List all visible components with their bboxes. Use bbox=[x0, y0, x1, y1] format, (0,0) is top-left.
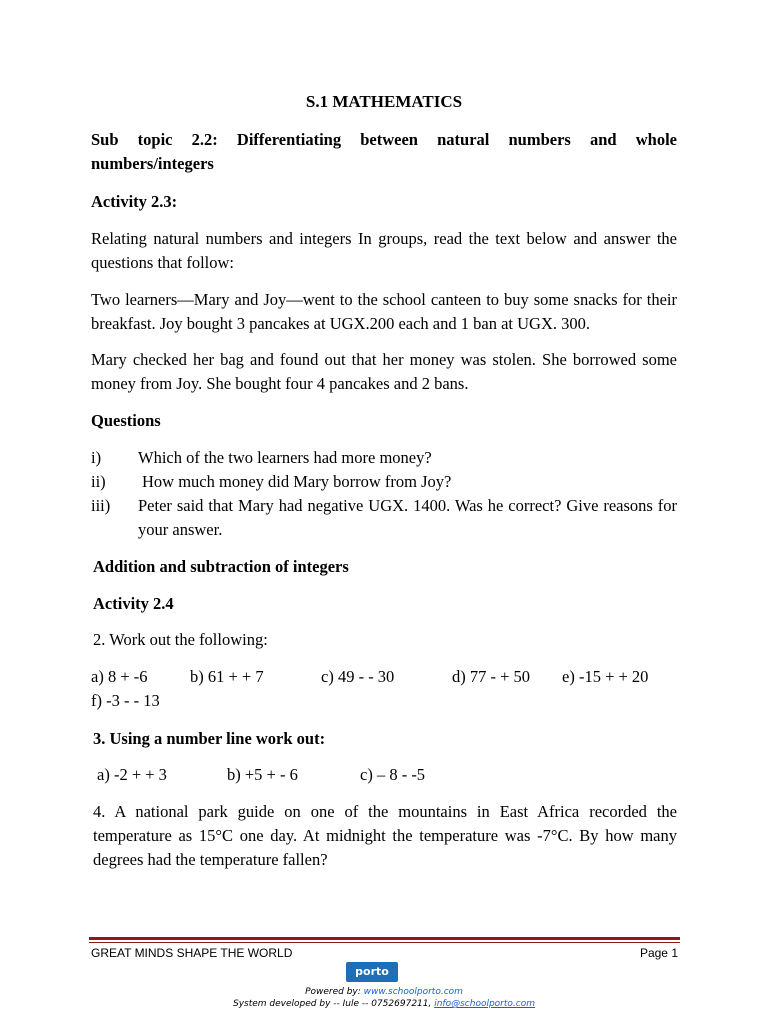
question-number: ii) bbox=[91, 472, 106, 491]
system-credit-text: System developed by -- Iule -- 0752697211, bbox=[233, 999, 435, 1009]
activity-23-heading: Activity 2.3: bbox=[91, 192, 178, 211]
story-paragraph-1: Two learners—Mary and Joy—went to the school canteen to buy some snacks for their breakfast. Joy bought 3 pancakes at UGX.200 each and 1 ban at UGX. 300. bbox=[91, 290, 677, 333]
schoolporto-logo: porto bbox=[346, 962, 398, 982]
question-3-prompt: 3. Using a number line work out: bbox=[93, 729, 326, 748]
exercise-part: b) 61 + + 7 bbox=[190, 667, 264, 686]
exercise-part: b) +5 + - 6 bbox=[227, 765, 298, 784]
footer-motto: GREAT MINDS SHAPE THE WORLD bbox=[91, 946, 293, 960]
powered-by-line bbox=[0, 987, 768, 997]
questions-heading: Questions bbox=[91, 411, 161, 430]
subtopic-heading: Sub topic 2.2: Differentiating between natural numbers and whole numbers/integers bbox=[91, 130, 677, 173]
list-item bbox=[91, 446, 677, 470]
powered-by-label: Powered by: bbox=[305, 987, 364, 997]
question-text: Which of the two learners had more money? bbox=[138, 448, 432, 467]
activity-24-heading: Activity 2.4 bbox=[93, 594, 174, 613]
activity-23-intro: Relating natural numbers and integers In groups, read the text below and answer the questions that follow: bbox=[91, 229, 677, 272]
exercise-part: e) -15 + + 20 bbox=[562, 667, 649, 686]
story-paragraph-2: Mary checked her bag and found out that her money was stolen. She borrowed some money from Joy. She bought four 4 pancakes and 2 bans. bbox=[91, 350, 677, 393]
question-number: iii) bbox=[91, 496, 111, 515]
exercise-part: d) 77 - + 50 bbox=[452, 667, 531, 686]
section-heading: Addition and subtraction of integers bbox=[93, 557, 349, 576]
question-text: How much money did Mary borrow from Joy? bbox=[142, 472, 452, 491]
list-item bbox=[91, 470, 677, 494]
page-title: S.1 MATHEMATICS bbox=[305, 92, 463, 111]
email-link[interactable]: info@schoolporto.com bbox=[434, 999, 535, 1009]
system-credit-line bbox=[0, 999, 768, 1009]
question-text: Peter said that Mary had negative UGX. 1400. Was he correct? Give reasons for your answer. bbox=[138, 496, 677, 539]
exercise-part: a) -2 + + 3 bbox=[97, 765, 167, 784]
exercise-part: c) – 8 - -5 bbox=[360, 765, 426, 784]
exercise-part: a) 8 + -6 bbox=[91, 667, 148, 686]
footer-rule bbox=[89, 937, 680, 940]
page-number: Page 1 bbox=[639, 946, 678, 960]
question-4-text: 4. A national park guide on one of the mountains in East Africa recorded the temperature as 15°C one day. At midnight the temperature was -7°C. By how many degrees had the temperature fallen? bbox=[93, 802, 677, 869]
website-link[interactable]: www.schoolporto.com bbox=[363, 987, 463, 997]
exercise-part: f) -3 - - 13 bbox=[91, 691, 160, 710]
question-2-prompt: 2. Work out the following: bbox=[93, 630, 268, 649]
question-number: i) bbox=[91, 448, 102, 467]
footer-rule-thin bbox=[89, 942, 680, 943]
exercise-part: c) 49 - - 30 bbox=[321, 667, 395, 686]
list-item bbox=[91, 494, 677, 542]
